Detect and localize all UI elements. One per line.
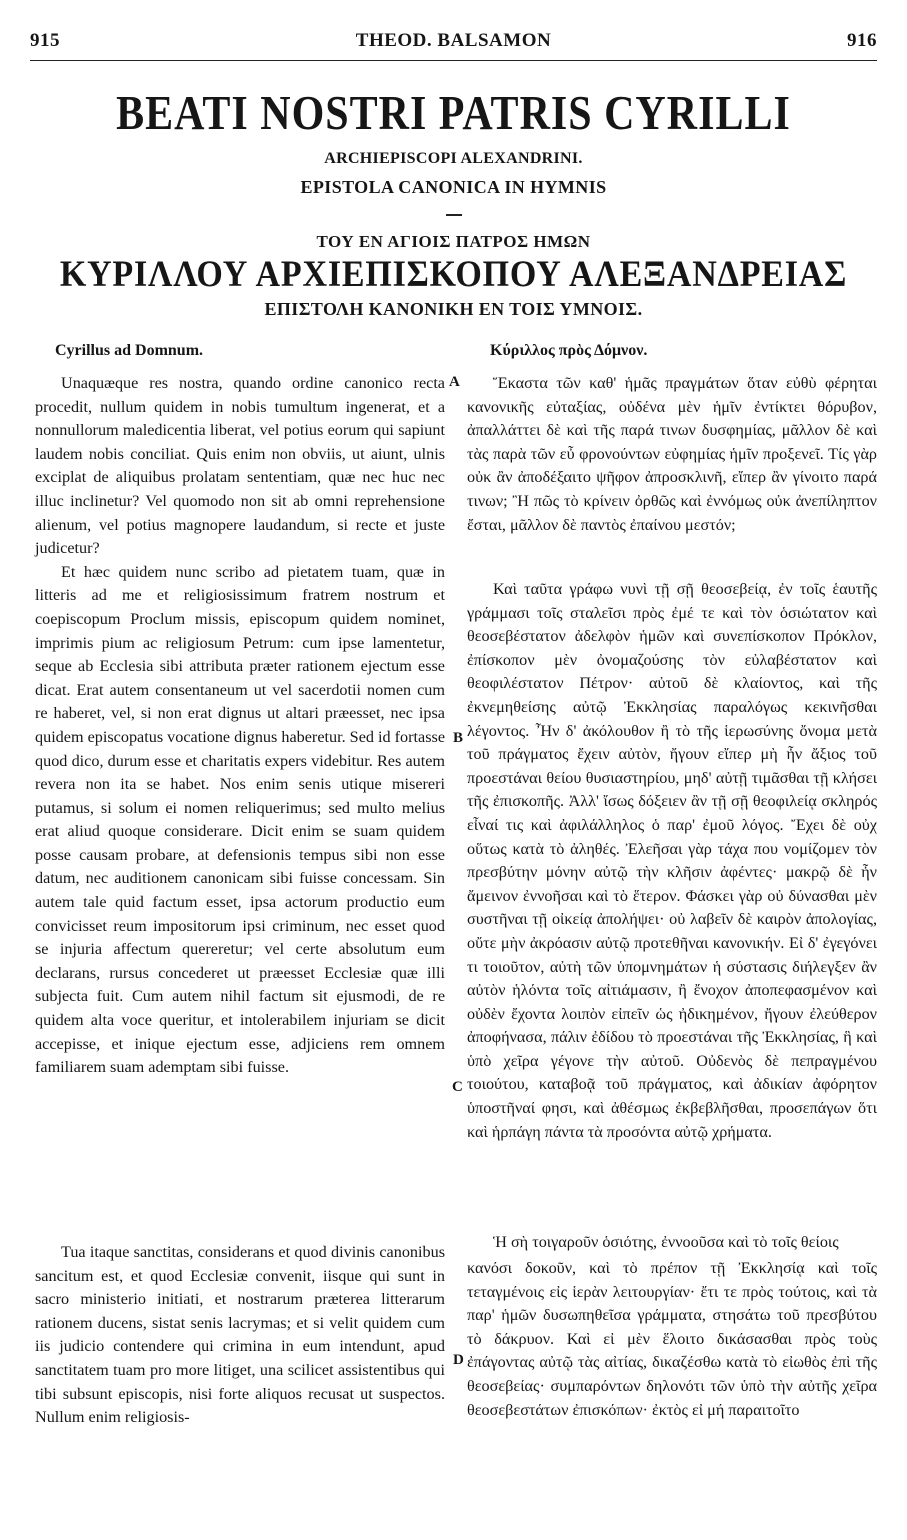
greek-column-p4 (467, 1257, 877, 1422)
greek-column-p3 (467, 1231, 877, 1255)
greek-paragraph: Ἡ σὴ τοιγαροῦν ὁσιότης, ἐννοοῦσα καὶ τὸ τοῖς θείοις (493, 1233, 839, 1251)
latin-column-upper (35, 372, 445, 1080)
running-header: THEOD. BALSAMON (355, 30, 552, 51)
header-rule (30, 60, 877, 61)
greek-paragraph: Ἕκαστα τῶν καθ' ἡμᾶς πραγμάτων ὅταν εὐθὺ φέρηται κανονικῆς εὐταξίας, οὐδένα μὲν ἡμῖν ἐντίκτει θόρυβον, ἀπαλλάττει δὲ καὶ τῆς παρά τινων δυσφημίας, μᾶλλον δὲ καὶ τὰς παρὰ τῶν εὖ φρονούντων εὐφημίας ἡμῖν προξενεῖ. Τίς γὰρ οὐκ ἂν ἀποδέξαιτο ψῆφον ἀπροσκλινῆ, εἴπερ ἂν γίνοιτο παρά τινων; Ἢ πῶς τὸ κρίνειν ὀρθῶς καὶ ἐννόμως οὐκ ἀνεπίληπτον ἔσται, μᾶλλον δὲ παντὸς ἐπαίνου μεστόν; (467, 374, 877, 534)
margin-marker-c: C (452, 1079, 463, 1095)
latin-paragraph: Unaquæque res nostra, quando ordine canonico recta procedit, nullum quidem in nobis tumultum ingenerat, et a nonnullorum maledicentia liberat, vel potius eorum qui sapiunt laudem nobis conciliat. Quis enim non obviis, ut aiunt, ulnis exciplat de aliquibus prolatam sententiam, quæ nec huc nec illuc inclinetur? Vel quomodo non sit ab omni reprehensione alienum, vel potius magnopere laudandum, si recte et juste judicetur? (35, 374, 445, 558)
greek-paragraph: Καὶ ταῦτα γράφω νυνὶ τῇ σῇ θεοσεβείᾳ, ἐν τοῖς ἑαυτῆς γράμμασι τοῖς σταλεῖσι πρὸς ἐμέ τε καὶ τὸν ὁσιώτατον καὶ θεοσεβέστατον ἀδελφὸν ἡμῶν καὶ συνεπίσκοπον Πρόκλον, ἐπίσκοπον μὲν ὀνομαζούσης τὸν εὐλαβέστατον καὶ θεοφιλέστατον Πέτρον· αὐτοῦ δὲ κλαίοντος, καὶ τῆς ἐκνεμηθείσης αὐτῷ Ἐκκλησίας παραλόγως κεκινῆσθαι λέγοντος. Ἦν δ' ἀκόλουθον ἢ τὸ τῆς ἱερωσύνης ὄνομα μετὰ τοῦ πράγματος ἔχειν αὐτὸν, ἤγουν εἴπερ μὴ ἦν ἄξιος τοῦ προεστάναι θείου θυσιαστηρίου, μηδ' αὐτῇ τιμᾶσθαι τῇ κλήσει τῆς ἐπισκοπῆς. Ἀλλ' ἴσως δόξειεν ἂν τῇ σῇ θεοφιλείᾳ σκληρός εἶναί τις καὶ ἀφιλάλληλος ὁ παρ' ἐμοῦ λόγος. Ἔχει δὲ οὐχ οὕτως κατὰ τὸ ἀληθές. Ἐλεῆσαι γὰρ τάχα που νομίζομεν τὸν πρεσβύτην μόνην αὐτῷ τὴν κλῆσιν ἀφέντες· μακρῷ δὲ ἦν ἄμεινον ἐννοῆσαι καὶ τὸ ἕτερον. Φάσκει γὰρ οὐ δύνασθαι μὲν συστῆναι τῇ οἰκείᾳ ἀπολήψει· οὐ λαβεῖν δὲ καιρὸν ἀπολογίας, οὔτε μὴν ἀκρόασιν αὐτῷ προτεθῆναι κανονικήν. Εἰ δ' ἐγεγόνει τι τοιοῦτον, αὐτὴ τῶν ὑπομνημάτων ἡ σύστασις διήλεγξεν ἂν αὐτὸν ἡλόντα τοῖς αἰτιάμασιν, ἢ ἔνοχον ἀποπεφασμένον καὶ οὐδὲν ἔχοντα λοιπὸν εἰπεῖν ὡς ἠδικημένον, ἤγουν ἐλεύθερον ἀποφήνασα, πάλιν ἐδίδου τὸ προεστάναι τῆς Ἐκκλησίας, ἣ καὶ ὑπὸ χεῖρα γέγονε τὴν αὐτοῦ. Οὐδενὸς δὲ πεπραγμένου τοιούτου, καταβοᾷ τοῦ πράγματος, καὶ ἀδικίαν ἀφόρητον ὑποστῆναί φησι, καὶ ἀθέσμως ἐκβεβλῆσθαι, προσεπάγων ὅτι καὶ ἡρπάγη πάντα τὰ προσόντα αὐτῷ χρήματα. (467, 580, 877, 1141)
title-separator (446, 214, 462, 216)
margin-marker-a: A (449, 374, 460, 390)
latin-column-lower (35, 1241, 445, 1430)
greek-subtitle-1: ΤΟΥ ΕΝ ΑΓΙΟΙΣ ΠΑΤΡΟΣ ΗΜΩΝ (316, 232, 591, 251)
page-number-left: 915 (30, 30, 60, 51)
latin-column-heading: Cyrillus ad Domnum. (55, 342, 204, 359)
greek-column-heading: Κύριλλος πρὸς Δόμνον. (490, 342, 648, 359)
greek-main-title: ΚΥΡΙΛΛΟΥ ΑΡΧΙΕΠΙΣΚΟΠΟΥ ΑΛΕΞΑΝΔΡΕΙΑΣ (59, 254, 848, 295)
greek-paragraph: κανόσι δοκοῦν, καὶ τὸ πρέπον τῇ Ἐκκλησίᾳ καὶ τοῖς τεταγμένοις εἰς ἱερὰν λειτουργίαν· ἔτι τε πρὸς τούτοις, καὶ τὰ παρ' ἡμῶν δυσωπηθεῖσα γράμματα, στησάτω τοῦ πρεσβύτου τὸ δάκρυον. Καὶ εἰ μὲν ἕλοιτο δικάσασθαι πρὸς τοὺς ἐπάγοντας αὐτῷ τὰς αἰτίας, δικαζέσθω κατὰ τὸ εἰωθὸς ἐπὶ τῆς θεοσεβείας· συμπαρόντων δηλονότι τῶν ὑπὸ τὴν αὐτῆς χεῖρα θεοσεβεστάτων ἐπισκόπων· ἐκτὸς εἰ μή παραιτοῖτο (467, 1259, 877, 1419)
latin-subtitle-1: ARCHIEPISCOPI ALEXANDRINI. (324, 150, 583, 167)
latin-main-title: BEATI NOSTRI PATRIS CYRILLI (116, 87, 791, 141)
greek-subtitle-2: ΕΠΙΣΤΟΛΗ ΚΑΝΟΝΙΚΗ ΕΝ ΤΟΙΣ ΥΜΝΟΙΣ. (264, 299, 643, 319)
margin-marker-d: D (453, 1352, 464, 1368)
margin-marker-b: B (453, 730, 464, 746)
page-number-right: 916 (847, 30, 877, 51)
latin-paragraph: Tua itaque sanctitas, considerans et quod divinis canonibus sancitum est, et quod Ecclesiæ convenit, iisque qui sunt in sacro ministerio initiati, et nostrarum præterea litterarum rationem ducens, sistat senis lacrymas; et si velit quidem cum iis judicio contendere qui crimina in eum intendunt, apud sanctitatem tuam pro more litiget, una scilicet assistentibus qui tibi subsunt episcopis, nisi forte aliquos recusat ut suspectos. Nullum enim religiosis- (35, 1243, 445, 1427)
greek-column-p1 (467, 372, 877, 537)
latin-paragraph: Et hæc quidem nunc scribo ad pietatem tuam, quæ in litteris ad me et religiosissimum fratrem nostrum et coepiscopum Proclum missis, episcopum quidem nominet, imprimis pium ac religiosum Petrum: cum ipse lamentetur, seque ab Ecclesia sibi attributa præter rationem ejectum esse dicat. Erat autem consentaneum ut vel sacerdotii nomen cum re haberet, vel, si non erat dignus ut altari præesset, nec ipsa quidem episcopatus vocatione dignus haberetur. Sed id fortasse quod dico, durum esse et charitatis expers videbitur. Res autem revera non ita se habet. Nos enim senis utique misereri putamus, si solum ei nomen reliquerimus; sed multo melius erat aliud quoque considerare. Dicit enim se suam quidem posse causam probare, at defensionis tempus sibi non esse datum, nec auditionem canonicam sibi fuisse concessam. Sin autem tale quid factum esset, ipsa actorum productio eum convicisset reum impositorum ipsi criminum, nec esset quod se injuria affectum quereretur; vel certe absolutum eum declarans, rursus concederet ut præesset Ecclesiæ quæ illi subjecta fuit. Cum autem nihil factum sit ejusmodi, de re quidem alta voce queritur, et intolerabilem injuriam se dicit accepisse, et inique ejectum esse, adjiciens rem omnem familiarem suam ademptam sibi fuisse. (35, 562, 445, 1077)
latin-subtitle-2: EPISTOLA CANONICA IN HYMNIS (300, 177, 607, 197)
greek-column-p2 (467, 578, 877, 1144)
